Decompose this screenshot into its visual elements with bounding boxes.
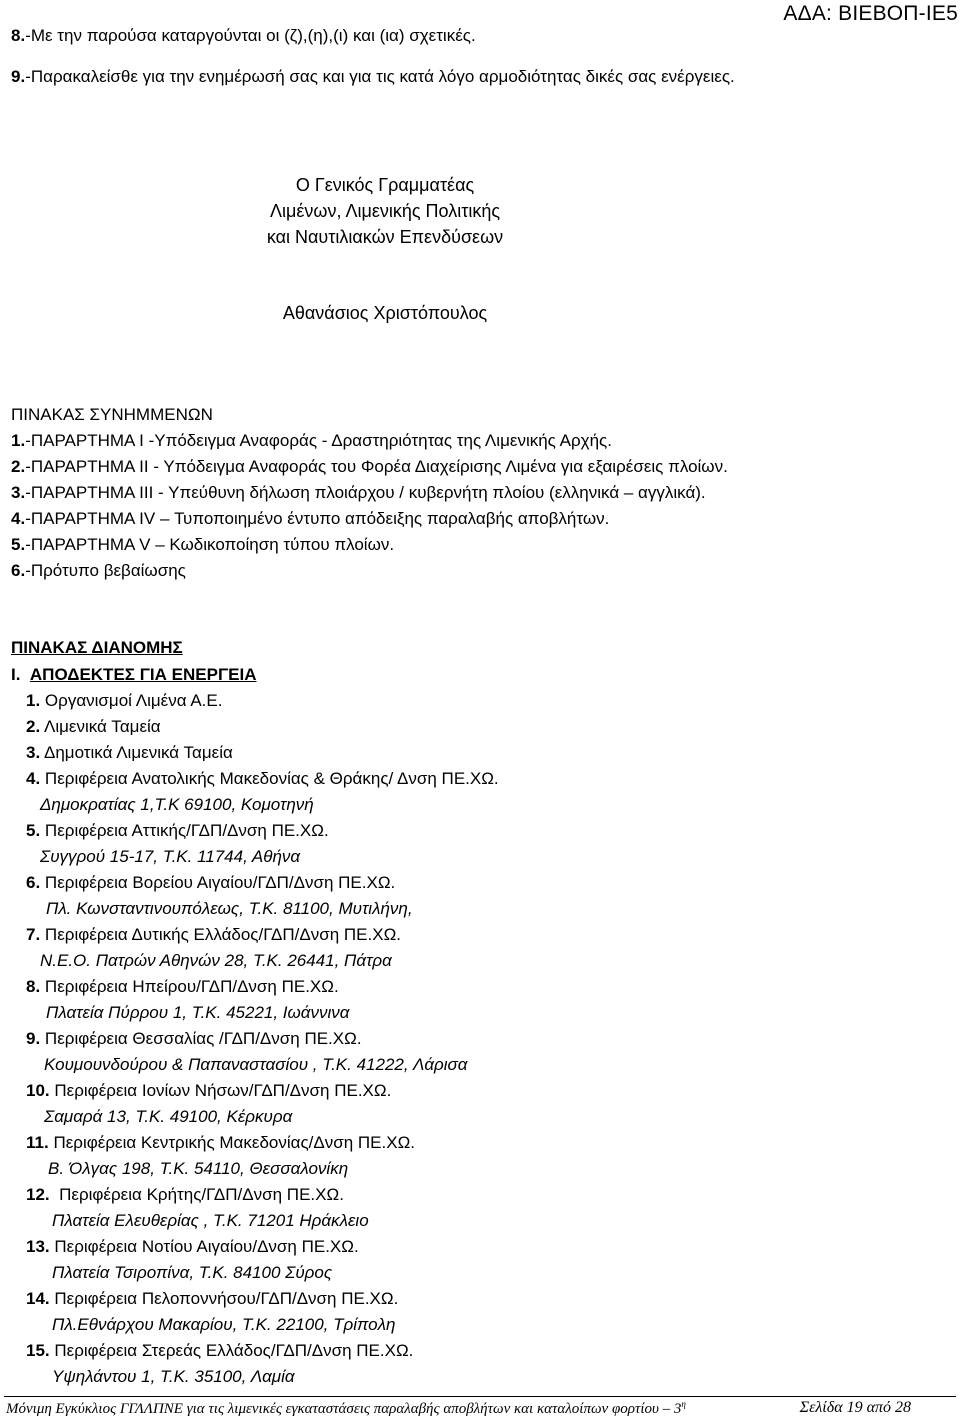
attachment-item xyxy=(11,560,186,582)
recipient-address: Β. Όλγας 198, Τ.Κ. 54110, Θεσσαλονίκη xyxy=(48,1159,349,1178)
paragraph-text: -Με την παρούσα καταργούνται οι (ζ),(η),(ι) και (ια) σχετικές. xyxy=(25,26,476,45)
attachments-heading: ΠΙΝΑΚΑΣ ΣΥΝΗΜΜΕΝΩΝ xyxy=(11,405,213,424)
recipient-name: Περιφέρεια Στερεάς Ελλάδος/ΓΔΠ/Δνση ΠΕ.ΧΩ. xyxy=(54,1341,414,1360)
recipient-address: Σαμαρά 13, Τ.Κ. 49100, Κέρκυρα xyxy=(44,1107,293,1126)
recipient-name: Περιφέρεια Πελοποννήσου/ΓΔΠ/Δνση ΠΕ.ΧΩ. xyxy=(54,1289,399,1308)
recipient-address: Κουμουνδούρου & Παπαναστασίου , Τ.Κ. 41222, Λάρισα xyxy=(44,1055,468,1074)
recipient-number: 10. xyxy=(26,1081,50,1100)
recipient-item xyxy=(26,1236,359,1258)
recipient-number: 13. xyxy=(26,1237,50,1256)
recipient-number: 3. xyxy=(26,743,41,762)
attachment-number: 6. xyxy=(11,561,26,580)
attachment-text: -Πρότυπο βεβαίωσης xyxy=(25,561,186,580)
footer-left-text: Μόνιμη Εγκύκλιος ΓΓΛΛΠΝΕ για τις λιμενικές εγκαταστάσεις παραλαβής αποβλήτων και καταλοίπων φορτίου – $3^\eta$ xyxy=(6,1399,686,1417)
recipient-address: Πλατεία Ελευθερίας , Τ.Κ. 71201 Ηράκλειο xyxy=(52,1211,369,1230)
signature-title-line-3: και Ναυτιλιακών Επενδύσεων xyxy=(266,227,504,247)
paragraph-number: 8. xyxy=(11,26,26,45)
recipient-name: Περιφέρεια Ηπείρου/ΓΔΠ/Δνση ΠΕ.ΧΩ. xyxy=(44,977,339,996)
recipient-name: Λιμενικά Ταμεία xyxy=(43,717,161,736)
recipient-number: 5. xyxy=(26,821,41,840)
recipient-address: Ν.Ε.Ο. Πατρών Αθηνών 28, Τ.Κ. 26441, Πάτρα xyxy=(40,951,392,970)
ada-code: ΑΔΑ: ΒΙΕΒΟΠ-ΙΕ5 xyxy=(783,2,958,25)
recipient-name: Δημοτικά Λιμενικά Ταμεία xyxy=(43,743,233,762)
attachment-text: -ΠΑΡΑΡΤΗΜΑ ΙΙ - Υπόδειγμα Αναφοράς του Φορέα Διαχείρισης Λιμένα για εξαιρέσεις πλοίων. xyxy=(25,457,728,476)
recipient-name: Περιφέρεια Κεντρικής Μακεδονίας/Δνση ΠΕ.ΧΩ. xyxy=(53,1133,416,1152)
attachment-text: -ΠΑΡΑΡΤΗΜΑ IV – Τυποποιημένο έντυπο απόδειξης παραλαβής αποβλήτων. xyxy=(25,509,610,528)
recipient-name: Περιφέρεια Κρήτης/ΓΔΠ/Δνση ΠΕ.ΧΩ. xyxy=(59,1185,344,1204)
recipient-address: Πλατεία Τσιροπίνα, Τ.Κ. 84100 Σύρος xyxy=(52,1263,333,1282)
attachment-item xyxy=(11,534,394,556)
recipient-item xyxy=(26,1184,344,1206)
recipient-item xyxy=(26,1028,362,1050)
attachment-item xyxy=(11,430,612,452)
recipient-item xyxy=(26,716,161,738)
signatory-name: Αθανάσιος Χριστόπουλος xyxy=(282,303,488,323)
recipient-number: 1. xyxy=(26,691,41,710)
recipient-address: Πλατεία Πύρρου 1, Τ.Κ. 45221, Ιωάννινα xyxy=(46,1003,350,1022)
attachment-item xyxy=(11,482,706,504)
attachment-number: 3. xyxy=(11,483,26,502)
recipient-number: 9. xyxy=(26,1029,41,1048)
recipient-name: Οργανισμοί Λιμένα Α.Ε. xyxy=(44,691,223,710)
recipient-number: 15. xyxy=(26,1341,50,1360)
attachment-text: -ΠΑΡΑΡΤΗΜΑ ΙΙΙ - Υπεύθυνη δήλωση πλοιάρχου / κυβερνήτη πλοίου (ελληνικά – αγγλικά). xyxy=(25,483,706,502)
attachment-number: 5. xyxy=(11,535,26,554)
recipient-address: Πλ. Κωνσταντινουπόλεως, Τ.Κ. 81100, Μυτιλήνη, xyxy=(46,899,413,918)
recipient-address: Πλ.Εθνάρχου Μακαρίου, Τ.Κ. 22100, Τρίπολη xyxy=(52,1315,396,1334)
recipient-number: 12. xyxy=(26,1185,50,1204)
recipient-item xyxy=(26,1132,415,1154)
attachment-item xyxy=(11,456,728,478)
recipient-item xyxy=(26,768,499,790)
paragraph-number: 9. xyxy=(11,67,26,86)
recipient-number: 6. xyxy=(26,873,41,892)
recipient-number: 11. xyxy=(26,1133,49,1152)
recipient-item xyxy=(26,1340,413,1362)
recipient-item xyxy=(26,820,329,842)
recipient-name: Περιφέρεια Ιονίων Νήσων/ΓΔΠ/Δνση ΠΕ.ΧΩ. xyxy=(54,1081,392,1100)
recipient-name: Περιφέρεια Αττικής/ΓΔΠ/Δνση ΠΕ.ΧΩ. xyxy=(44,821,329,840)
recipient-item xyxy=(26,1080,391,1102)
recipient-number: 2. xyxy=(26,717,41,736)
recipient-name: Περιφέρεια Ανατολικής Μακεδονίας & Θράκης/ Δνση ΠΕ.ΧΩ. xyxy=(44,769,499,788)
signature-title-line-1: Ο Γενικός Γραμματέας xyxy=(295,175,475,195)
recipient-item xyxy=(26,742,233,764)
recipient-name: Περιφέρεια Δυτικής Ελλάδος/ΓΔΠ/Δνση ΠΕ.ΧΩ. xyxy=(44,925,402,944)
paragraph-8 xyxy=(11,25,476,47)
paragraph-9 xyxy=(11,66,735,88)
recipient-name: Περιφέρεια Θεσσαλίας /ΓΔΠ/Δνση ΠΕ.ΧΩ. xyxy=(44,1029,362,1048)
recipient-item xyxy=(26,924,401,946)
attachment-item xyxy=(11,508,609,530)
signature-title-line-2: Λιμένων, Λιμενικής Πολιτικής xyxy=(269,201,501,221)
recipient-address: Δημοκρατίας 1,Τ.Κ 69100, Κομοτηνή xyxy=(40,795,314,814)
recipient-name: Περιφέρεια Βορείου Αιγαίου/ΓΔΠ/Δνση ΠΕ.ΧΩ. xyxy=(44,873,396,892)
recipient-name: Περιφέρεια Νοτίου Αιγαίου/Δνση ΠΕ.ΧΩ. xyxy=(54,1237,359,1256)
recipient-number: 4. xyxy=(26,769,41,788)
recipient-item xyxy=(26,690,222,712)
footer-page-number: Σελίδα 19 από 28 xyxy=(799,1399,911,1416)
recipient-item xyxy=(26,872,395,894)
recipient-address: Συγγρού 15-17, Τ.Κ. 11744, Αθήνα xyxy=(40,847,301,866)
footer-rule xyxy=(4,1396,956,1397)
recipient-address: Υψηλάντου 1, Τ.Κ. 35100, Λαμία xyxy=(52,1367,295,1386)
recipient-number: 8. xyxy=(26,977,41,996)
attachment-text: -ΠΑΡΑΡΤΗΜΑ Ι -Υπόδειγμα Αναφοράς - Δραστηριότητας της Λιμενικής Αρχής. xyxy=(25,431,612,450)
recipient-number: 7. xyxy=(26,925,41,944)
attachment-number: 4. xyxy=(11,509,26,528)
attachment-text: -ΠΑΡΑΡΤΗΜΑ V – Κωδικοποίηση τύπου πλοίων. xyxy=(25,535,395,554)
distribution-section-title: Ι. ΑΠΟΔΕΚΤΕΣ ΓΙΑ ΕΝΕΡΓΕΙΑ xyxy=(11,665,257,684)
distribution-heading: ΠΙΝΑΚΑΣ ΔΙΑΝΟΜΗΣ xyxy=(11,638,183,657)
recipient-number: 14. xyxy=(26,1289,50,1308)
attachment-number: 2. xyxy=(11,457,26,476)
recipient-item xyxy=(26,976,339,998)
attachment-number: 1. xyxy=(11,431,26,450)
paragraph-text: -Παρακαλείσθε για την ενημέρωσή σας και για τις κατά λόγο αρμοδιότητας δικές σας ενέργειες. xyxy=(25,67,735,86)
recipient-item xyxy=(26,1288,398,1310)
